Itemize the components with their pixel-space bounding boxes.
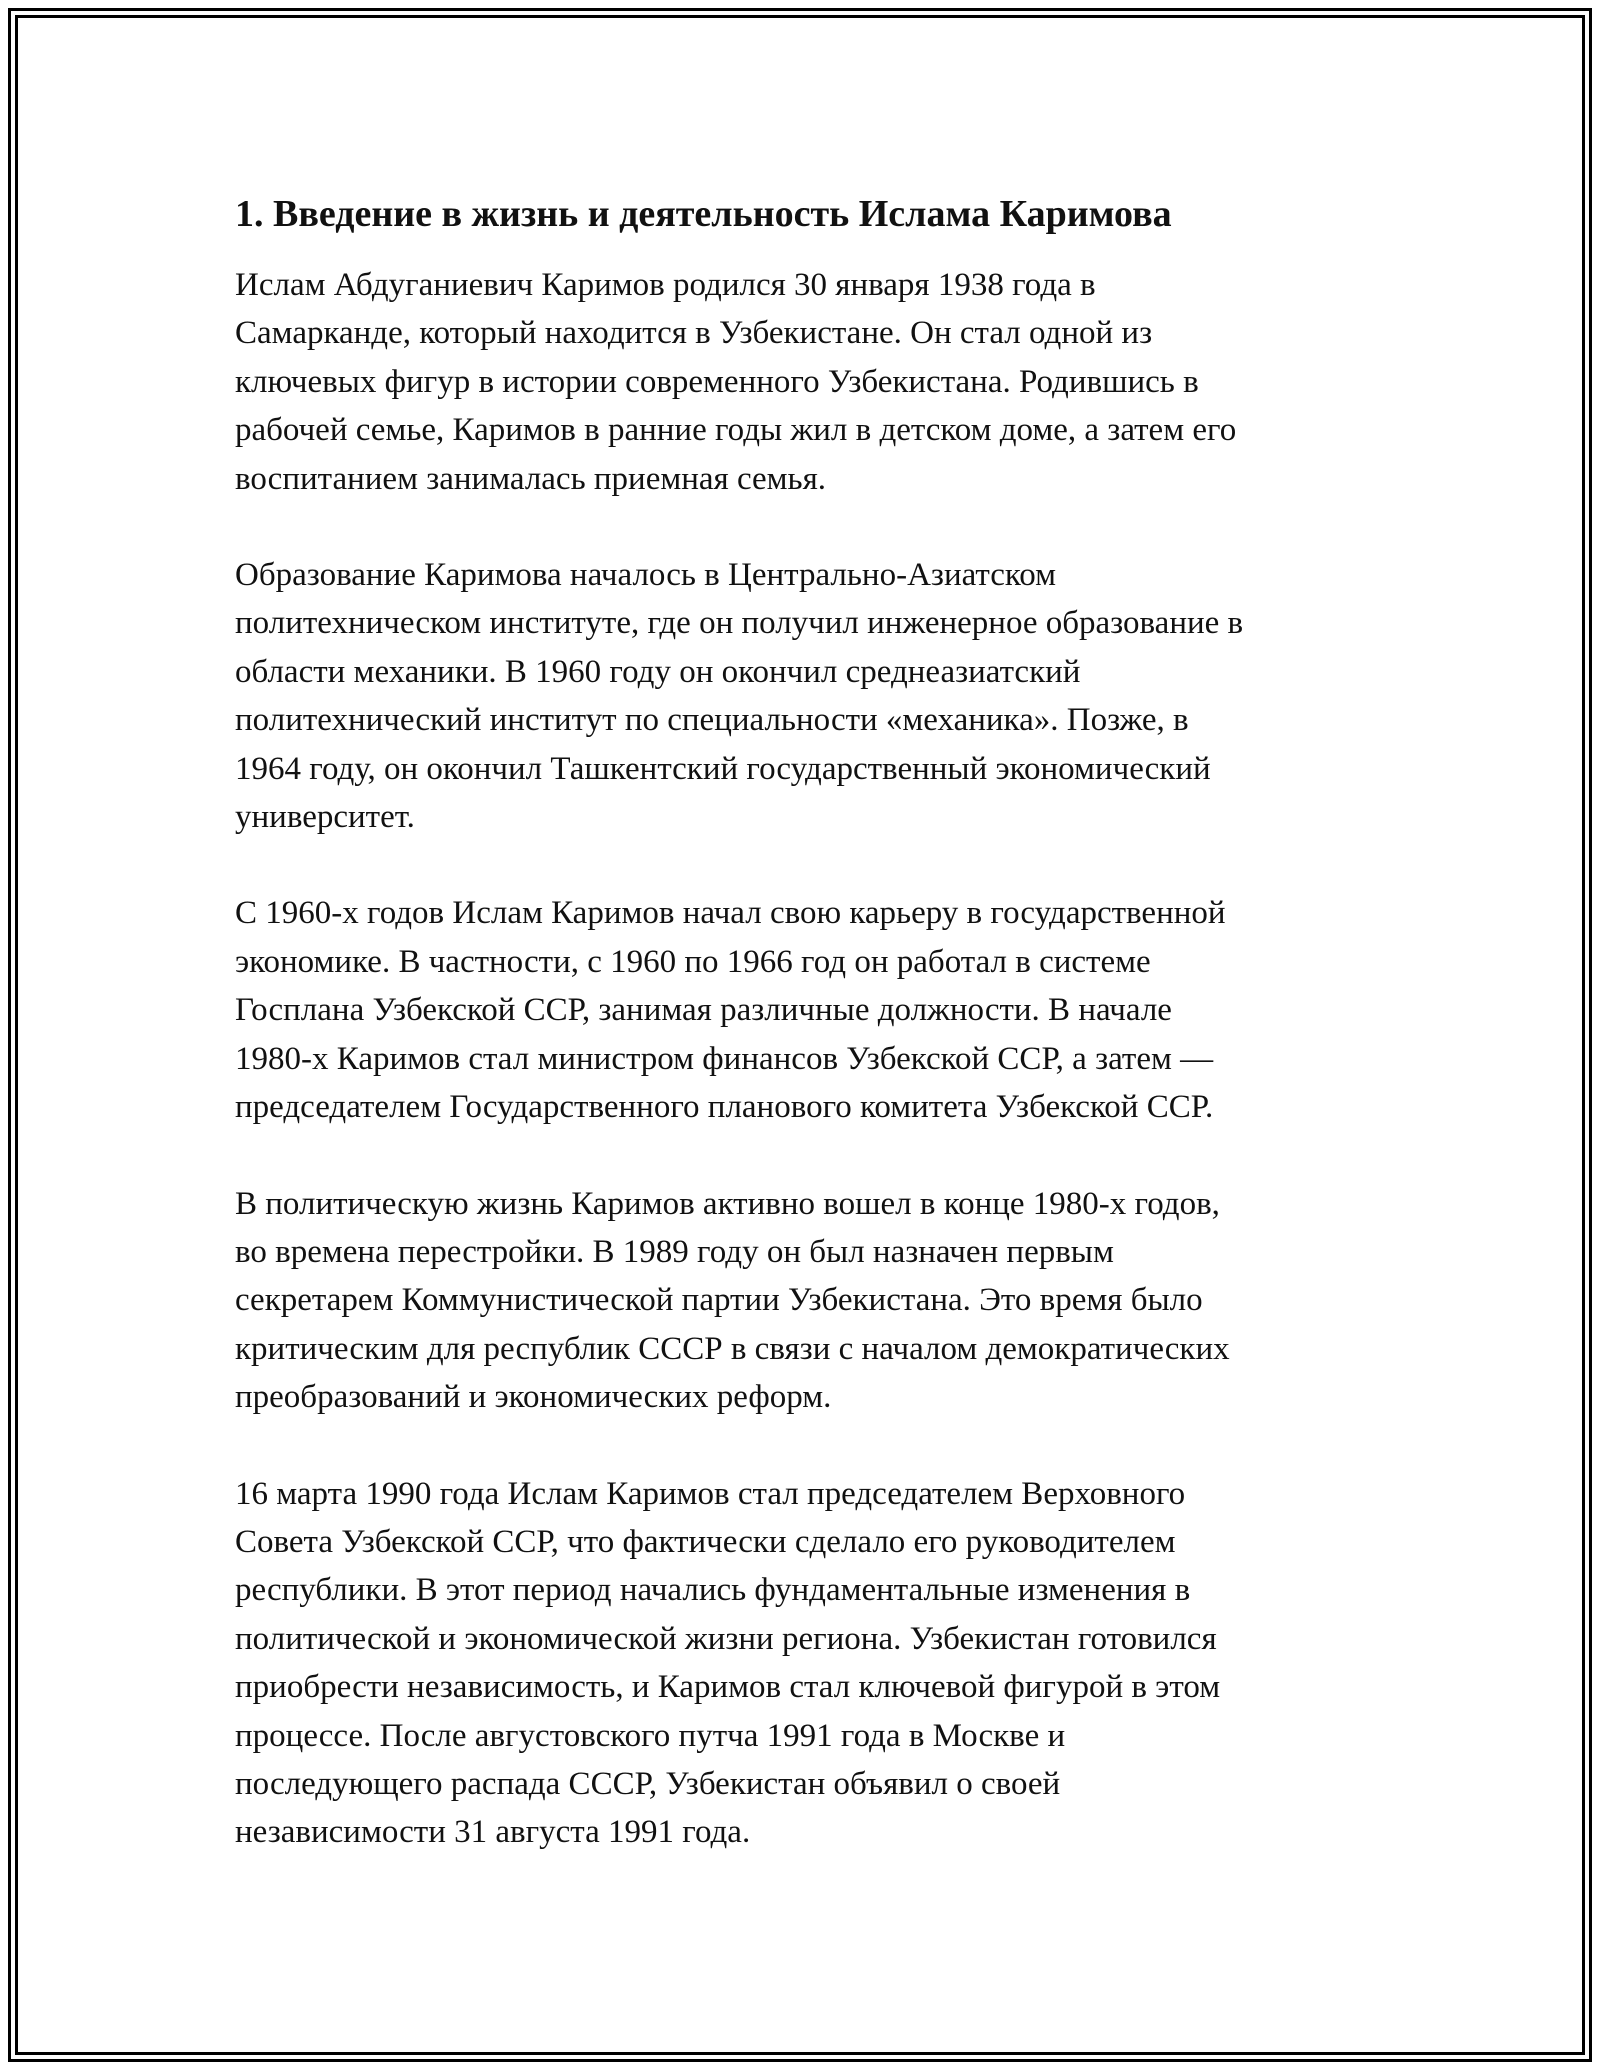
paragraph-line: преобразований и экономических реформ. bbox=[235, 1379, 832, 1416]
paragraph-line: университет. bbox=[235, 799, 415, 836]
body-paragraph bbox=[235, 261, 1375, 503]
body-paragraph bbox=[235, 1470, 1375, 1857]
paragraph-line: Образование Каримова началось в Центрально-Азиатском bbox=[235, 557, 1056, 594]
paragraph-line: процессе. После августовского путча 1991 года в Москве и bbox=[235, 1717, 1066, 1754]
paragraph-line: критическим для республик СССР в связи с началом демократических bbox=[235, 1330, 1230, 1367]
paragraph-line: ключевых фигур в истории современного Узбекистана. Родившись в bbox=[235, 363, 1199, 400]
paragraph-line: секретарем Коммунистической партии Узбекистана. Это время было bbox=[235, 1282, 1203, 1319]
paragraph-line: политехническом институте, где он получил инженерное образование в bbox=[235, 605, 1244, 642]
paragraph-line: политической и экономической жизни региона. Узбекистан готовился bbox=[235, 1620, 1217, 1657]
document-body bbox=[235, 190, 1375, 1905]
paragraph-line: воспитанием занималась приемная семья. bbox=[235, 460, 827, 497]
paragraph-line: во времена перестройки. В 1989 году он был назначен первым bbox=[235, 1233, 1114, 1270]
paragraph-line: Госплана Узбекской ССР, занимая различные должности. В начале bbox=[235, 992, 1172, 1029]
paragraph-line: независимости 31 августа 1991 года. bbox=[235, 1814, 751, 1851]
paragraph-line: области механики. В 1960 году он окончил среднеазиатский bbox=[235, 653, 1081, 690]
body-paragraph bbox=[235, 1180, 1375, 1422]
paragraph-line: 1964 году, он окончил Ташкентский государственный экономический bbox=[235, 750, 1211, 787]
paragraph-line: республики. В этот период начались фундаментальные изменения в bbox=[235, 1572, 1191, 1609]
body-paragraph bbox=[235, 551, 1375, 841]
paragraph-line: Совета Узбекской ССР, что фактически сделало его руководителем bbox=[235, 1523, 1176, 1560]
paragraph-line: последующего распада СССР, Узбекистан объявил о своей bbox=[235, 1765, 1061, 1802]
paragraph-line: приобрести независимость, и Каримов стал ключевой фигурой в этом bbox=[235, 1669, 1221, 1706]
paragraph-line: Самарканде, который находится в Узбекистане. Он стал одной из bbox=[235, 315, 1153, 352]
section-heading: 1. Введение в жизнь и деятельность Ислама Каримова bbox=[235, 193, 1172, 235]
paragraph-line: 16 марта 1990 года Ислам Каримов стал председателем Верховного bbox=[235, 1475, 1186, 1512]
paragraph-line: В политическую жизнь Каримов активно вошел в конце 1980-х годов, bbox=[235, 1185, 1220, 1222]
paragraph-line: председателем Государственного планового комитета Узбекской ССР. bbox=[235, 1089, 1214, 1126]
paragraph-line: С 1960-х годов Ислам Каримов начал свою карьеру в государственной bbox=[235, 895, 1226, 932]
paragraph-list bbox=[235, 261, 1375, 1857]
paragraph-line: рабочей семье, Каримов в ранние годы жил в детском доме, а затем его bbox=[235, 412, 1237, 449]
paragraph-line: Ислам Абдуганиевич Каримов родился 30 января 1938 года в bbox=[235, 267, 1096, 303]
paragraph-line: экономике. В частности, с 1960 по 1966 год он работал в системе bbox=[235, 943, 1151, 980]
body-paragraph bbox=[235, 889, 1375, 1131]
paragraph-line: 1980-х Каримов стал министром финансов Узбекской ССР, а затем — bbox=[235, 1040, 1214, 1077]
paragraph-line: политехнический институт по специальности «механика». Позже, в bbox=[235, 702, 1189, 739]
